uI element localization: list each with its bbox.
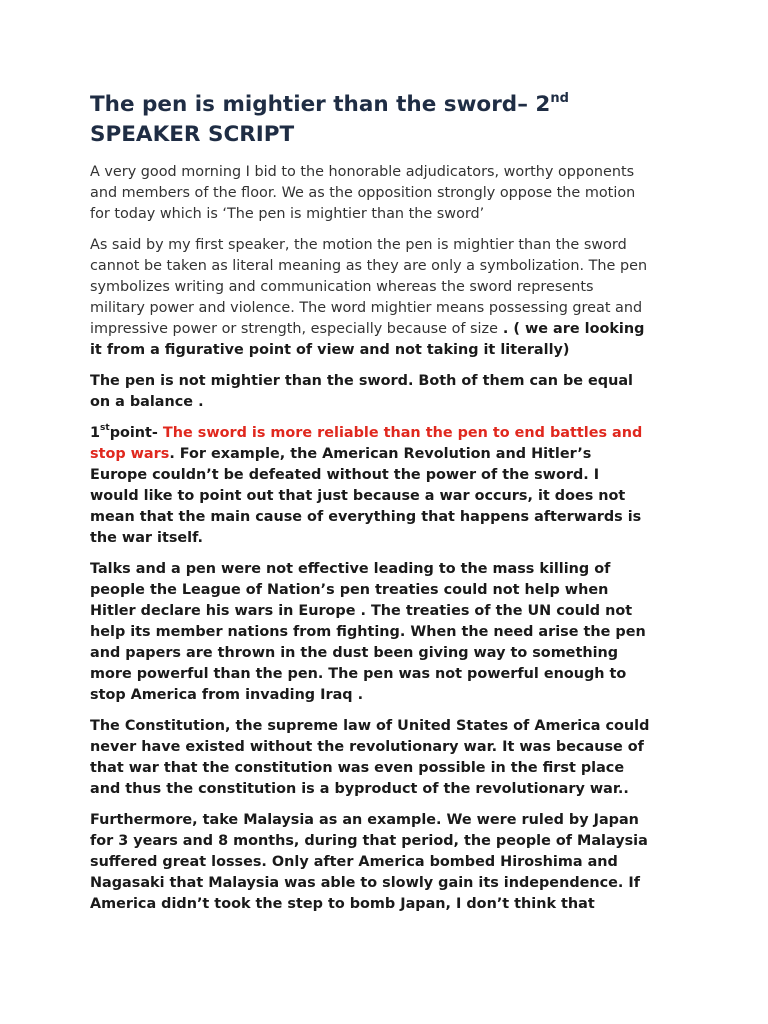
text-line: help its member nations from fighting. When the need arise the pen: [90, 624, 646, 640]
text-line: Talks and a pen were not effective leading to the mass killing of: [90, 561, 611, 577]
document-title: [90, 90, 680, 150]
paragraph-treaties: [90, 559, 680, 706]
paragraph-malaysia: [90, 810, 680, 915]
text-line: and members of the floor. We as the opposition strongly oppose the motion: [90, 185, 636, 201]
text-line: cannot be taken as literal meaning as they are only a symbolization. The pen: [90, 258, 648, 274]
text-line: and thus the constitution is a byproduct of the revolutionary war..: [90, 781, 629, 797]
text-line-bold: it from a figurative point of view and not taking it literally): [90, 342, 570, 358]
text-line: symbolizes writing and communication whereas the sword represents: [90, 279, 594, 295]
text-line: Europe couldn’t be defeated without the power of the sword. I: [90, 467, 600, 483]
text-line: more powerful than the pen. The pen was not powerful enough to: [90, 666, 627, 682]
point-ordinal-suffix: st: [100, 423, 110, 433]
text-line: and papers are thrown in the dust been giving way to something: [90, 645, 619, 661]
text-line: As said by my first speaker, the motion the pen is mightier than the sword: [90, 237, 627, 253]
title-superscript: nd: [550, 91, 569, 106]
paragraph-constitution: [90, 716, 680, 800]
paragraph-thesis: [90, 371, 680, 413]
text-line: mean that the main cause of everything that happens afterwards is: [90, 509, 642, 525]
text-line: military power and violence. The word mightier means possessing great and: [90, 300, 643, 316]
text-line: Nagasaki that Malaysia was able to slowly gain its independence. If: [90, 875, 641, 891]
point-number: 1: [90, 425, 101, 441]
point-prefix: point-: [109, 425, 163, 441]
text-line: Hitler declare his wars in Europe . The treaties of the UN could not: [90, 603, 633, 619]
text-line: that war that the constitution was even possible in the first place: [90, 760, 625, 776]
text-line: The pen is not mightier than the sword. Both of them can be equal: [90, 373, 633, 389]
text-line: [90, 444, 680, 465]
paragraph-greeting: [90, 162, 680, 225]
text-line: never have existed without the revolutionary war. It was because of: [90, 739, 644, 755]
highlighted-claim-end: stop wars: [90, 446, 170, 462]
text-line: the war itself.: [90, 530, 204, 546]
paragraph-first-point: [90, 423, 680, 549]
text-fragment: impressive power or strength, especially because of size: [90, 321, 498, 337]
text-line: America didn’t took the step to bomb Japan, I don’t think that: [90, 896, 595, 912]
text-line: [90, 423, 680, 444]
text-line: The Constitution, the supreme law of United States of America could: [90, 718, 650, 734]
text-line: A very good morning I bid to the honorable adjudicators, worthy opponents: [90, 164, 635, 180]
text-line: people the League of Nation’s pen treaties could not help when: [90, 582, 609, 598]
text-line: would like to point out that just because a war occurs, it does not: [90, 488, 626, 504]
text-line: [90, 319, 680, 340]
bold-fragment: . ( we are looking: [497, 321, 645, 337]
text-line: suffered great losses. Only after America bombed Hiroshima and: [90, 854, 618, 870]
text-fragment: . For example, the American Revolution and Hitler’s: [169, 446, 592, 462]
title-line-2: SPEAKER SCRIPT: [90, 122, 295, 147]
paragraph-motion-definition: [90, 235, 680, 361]
text-line: Furthermore, take Malaysia as an example. We were ruled by Japan: [90, 812, 639, 828]
text-line: stop America from invading Iraq .: [90, 687, 364, 703]
document-page: [90, 90, 680, 925]
text-line: for 3 years and 8 months, during that period, the people of Malaysia: [90, 833, 648, 849]
title-line-1: The pen is mightier than the sword– 2: [90, 92, 551, 117]
text-line: for today which is ‘The pen is mightier than the sword’: [90, 206, 485, 222]
highlighted-claim: The sword is more reliable than the pen to end battles and: [162, 425, 643, 441]
text-line: on a balance .: [90, 394, 204, 410]
